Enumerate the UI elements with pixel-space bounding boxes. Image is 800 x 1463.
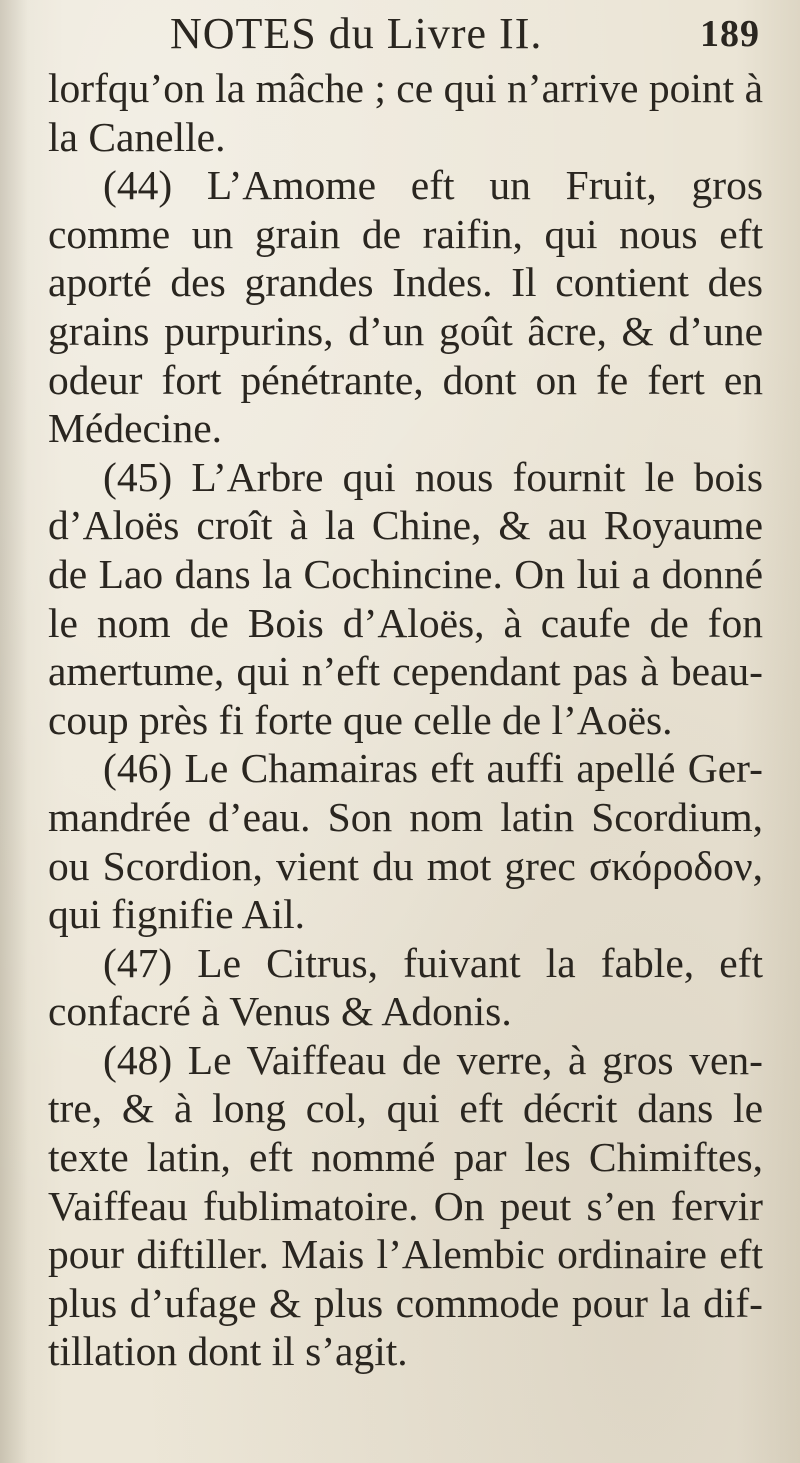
note-46: (46) Le Chamairas eft auffi apellé Ger-mandrée d’eau. Son nom latin Scordium, ou Scordion, vient du mot grec σκόροδον, qui fignifie Ail. [48,745,763,938]
note-44: (44) L’Amome eft un Fruit, gros comme un grain de raifin, qui nous eft aporté des grandes Indes. Il contient des grains purpurins, d’un goût âcre, & d’une odeur fort pénétrante, dont on fe fert en Médecine. [48,162,763,452]
running-header [60,8,760,60]
running-title: NOTES du Livre II. [170,9,543,58]
note-continuation: lorfqu’on la mâche ; ce qui n’arrive point à la Canelle. [48,65,763,160]
page-fold-shadow [0,0,28,1463]
note-45: (45) L’Arbre qui nous fournit le bois d’Aloës croît à la Chine, & au Royaume de Lao dans la Cochincine. On lui a donné le nom de Bois d’Aloës, à caufe de fon amertume, qui n’eft cependant pas à beau-coup près fi forte que celle de l’Aoës. [48,453,763,743]
notes-text-block [48,64,763,1376]
note-48: (48) Le Vaiffeau de verre, à gros ven-tre, & à long col, qui eft décrit dans le texte latin, eft nommé par les Chimiftes, Vaiffeau fublimatoire. On peut s’en fervir pour diftiller. Mais l’Alembic ordinaire eft plus d’ufage & plus commode pour la dif-tillation dont il s’agit. [48,1036,763,1375]
page-number: 189 [700,13,760,55]
note-47: (47) Le Citrus, fuivant la fable, eft confacré à Venus & Adonis. [48,939,763,1035]
